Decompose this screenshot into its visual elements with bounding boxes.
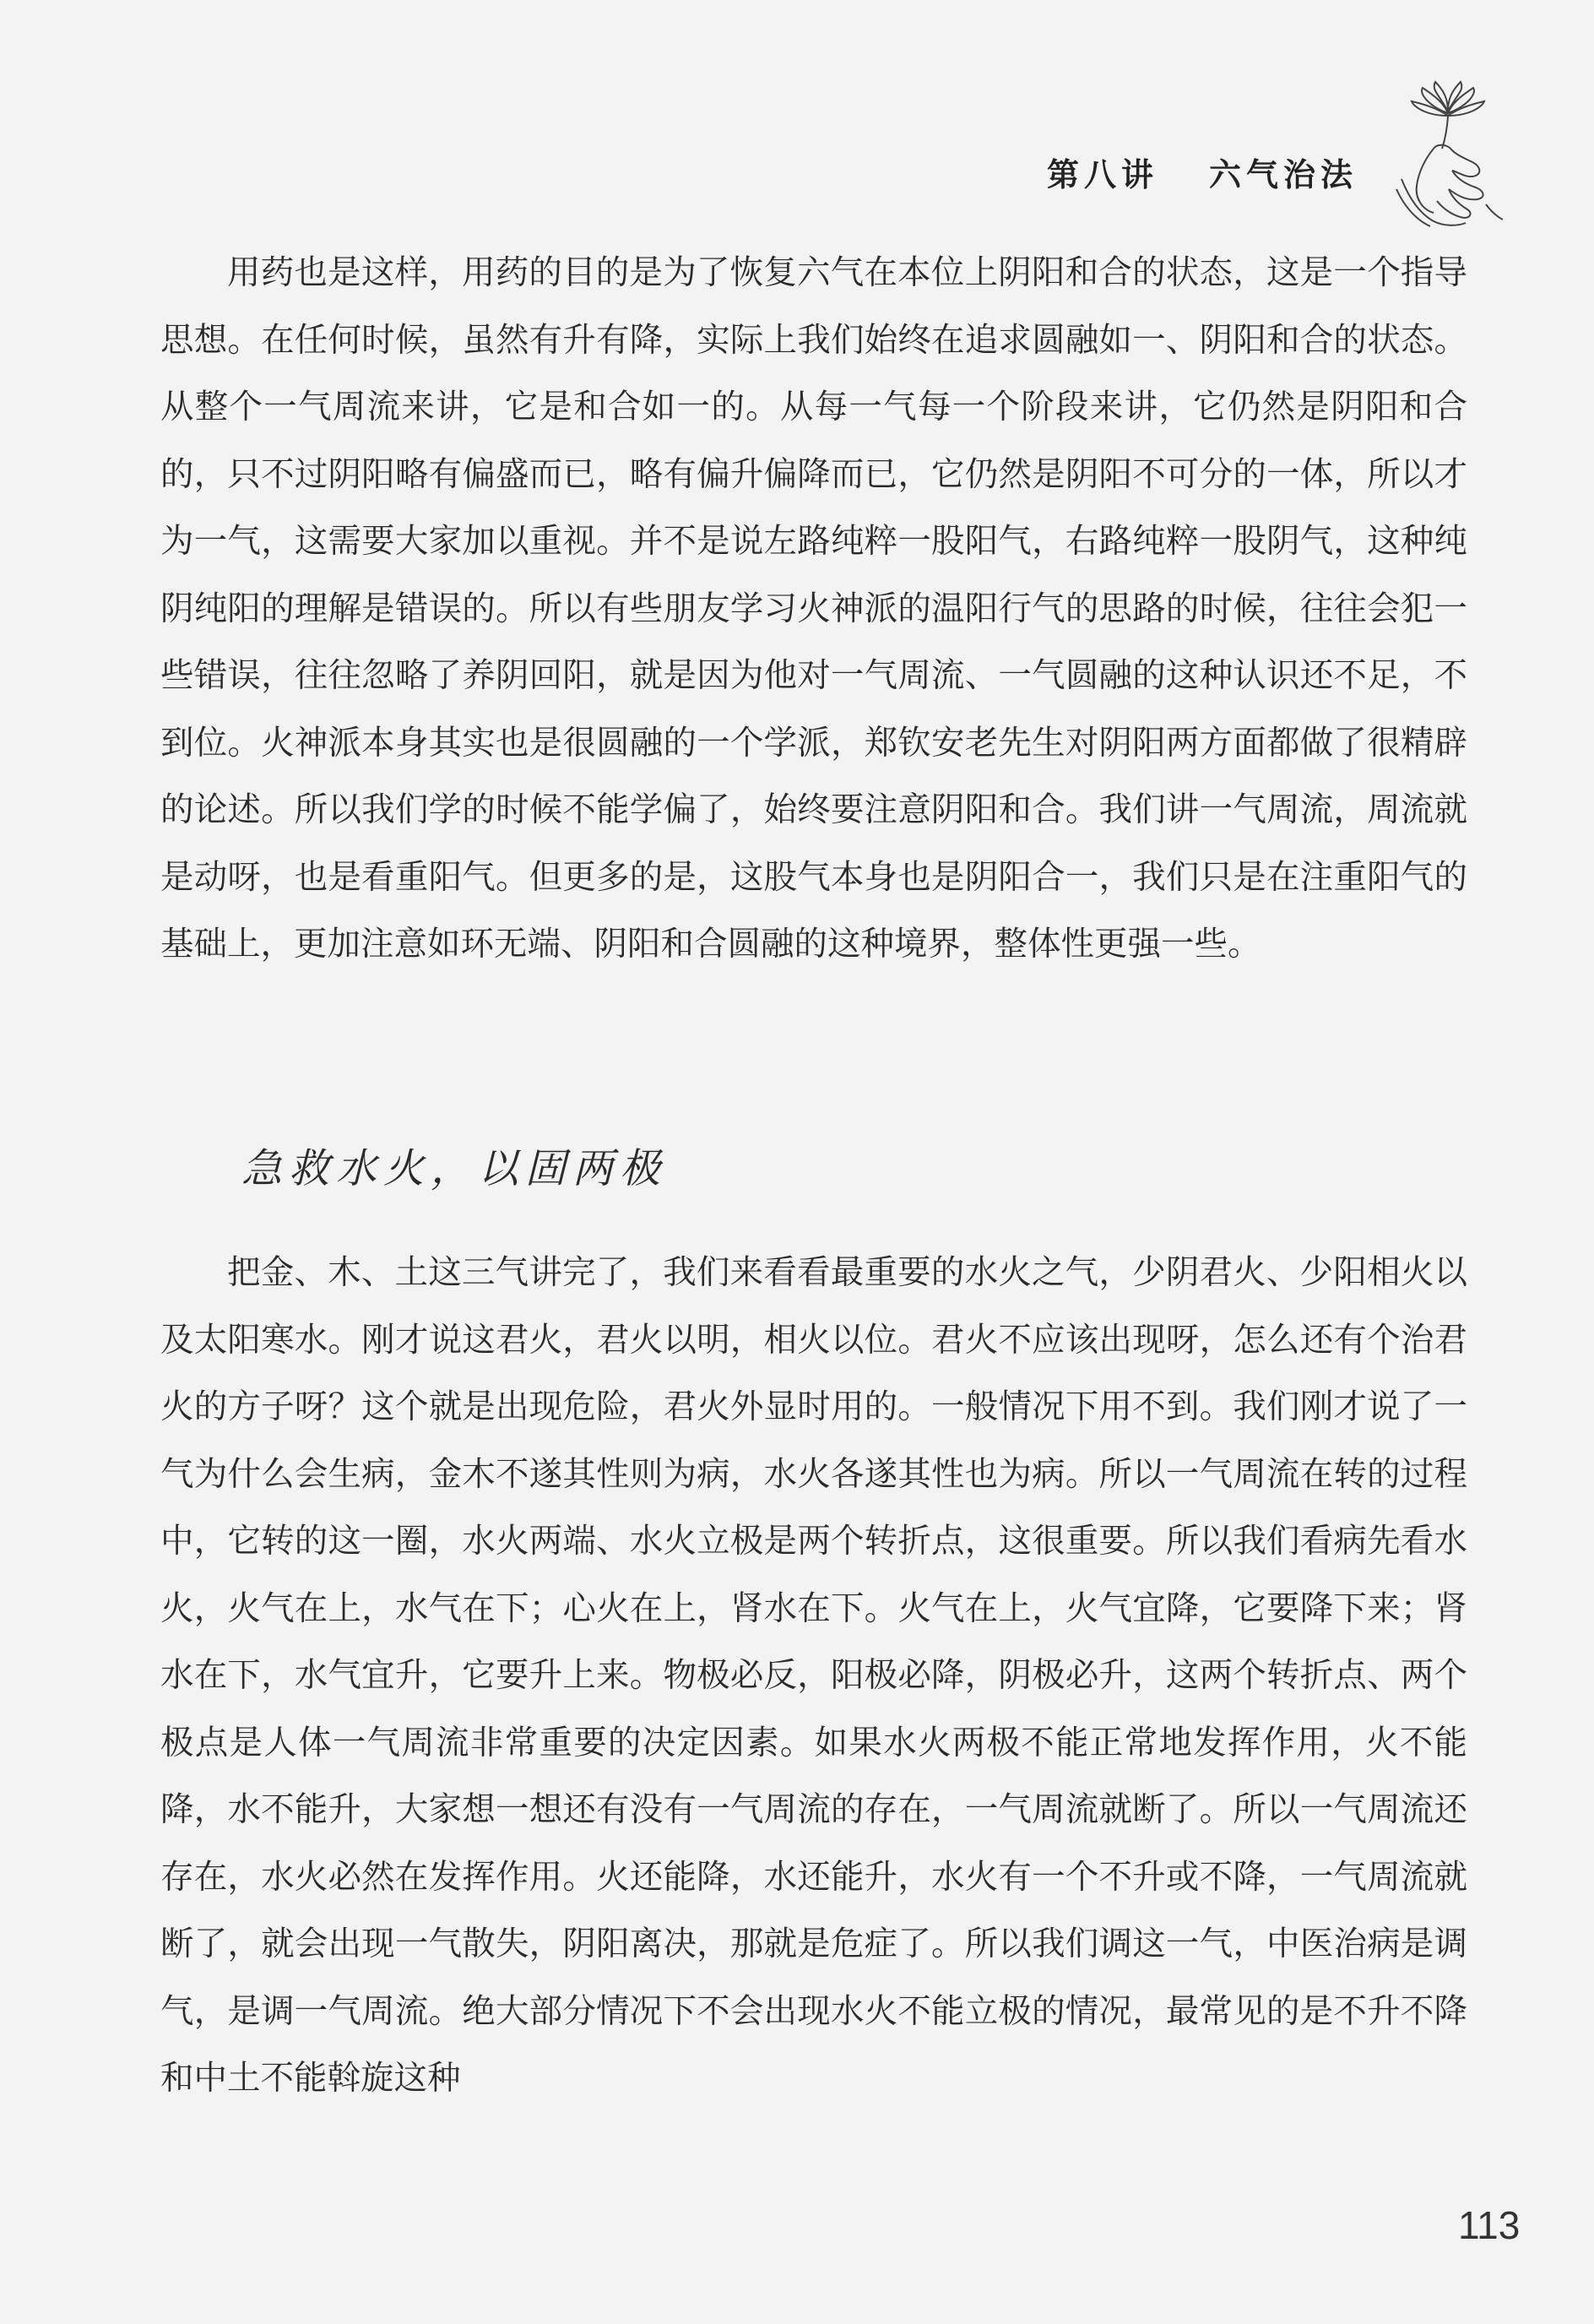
paragraph-text: 把金、木、土这三气讲完了，我们来看看最重要的水火之气，少阴君火、少阳相火以及太阳寒水。刚才说这君火，君火以明，相火以位。君火不应该出现呀，怎么还有个治君火的方子呀？这个就是出现危险，君火外显时用的。一般情况下用不到。我们刚才说了一气为什么会生病，金木不遂其性则为病，水火各遂其性也为病。所以一气周流在转的过程中，它转的这一圈，水火两端、水火立极是两个转折点，这很重要。所以我们看病先看水火，火气在上，水气在下；心火在上，肾水在下。火气在上，火气宜降，它要降下来；肾水在下，水气宜升，它要升上来。物极必反，阳极必降，阴极必升，这两个转折点、两个极点是人体一气周流非常重要的决定因素。如果水火两极不能正常地发挥作用，火不能降，水不能升，大家想一想还有没有一气周流的存在，一气周流就断了。所以一气周流还存在，水火必然在发挥作用。火还能降，水还能升，水火有一个不升或不降，一气周流就断了，就会出现一气散失，阴阳离决，那就是危症了。所以我们调这一气，中医治病是调气，是调一气周流。绝大部分情况下不会出现水火不能立极的情况，最常见的是不升不降和中土不能斡旋这种 xyxy=(160,1253,1467,2098)
page-number: 113 xyxy=(1458,2203,1521,2247)
lotus-hand-icon xyxy=(1385,78,1511,230)
running-head xyxy=(1047,142,1385,201)
body-paragraph-1 xyxy=(160,240,1467,979)
section-heading: 急救水火，以固两极 xyxy=(241,1145,668,1192)
body-paragraph-2 xyxy=(160,1240,1467,2113)
running-head-title: 六气治法 xyxy=(1209,155,1358,193)
paragraph-text: 用药也是这样，用药的目的是为了恢复六气在本位上阴阳和合的状态，这是一个指导思想。在任何时候，虽然有升有降，实际上我们始终在追求圆融如一、阴阳和合的状态。从整个一气周流来讲，它是和合如一的。从每一气每一个阶段来讲，它仍然是阴阳和合的，只不过阴阳略有偏盛而已，略有偏升偏降而已，它仍然是阴阳不可分的一体，所以才为一气，这需要大家加以重视。并不是说左路纯粹一股阳气，右路纯粹一股阴气，这种纯阴纯阳的理解是错误的。所以有些朋友学习火神派的温阳行气的思路的时候，往往会犯一些错误，往往忽略了养阴回阳，就是因为他对一气周流、一气圆融的这种认识还不足，不到位。火神派本身其实也是很圆融的一个学派，郑钦安老先生对阴阳两方面都做了很精辟的论述。所以我们学的时候不能学偏了，始终要注意阴阳和合。我们讲一气周流，周流就是动呀，也是看重阳气。但更多的是，这股气本身也是阴阳合一，我们只是在注重阳气的基础上，更加注意如环无端、阴阳和合圆融的这种境界，整体性更强一些。 xyxy=(160,253,1467,964)
running-head-chapter: 第八讲 xyxy=(1047,155,1159,193)
